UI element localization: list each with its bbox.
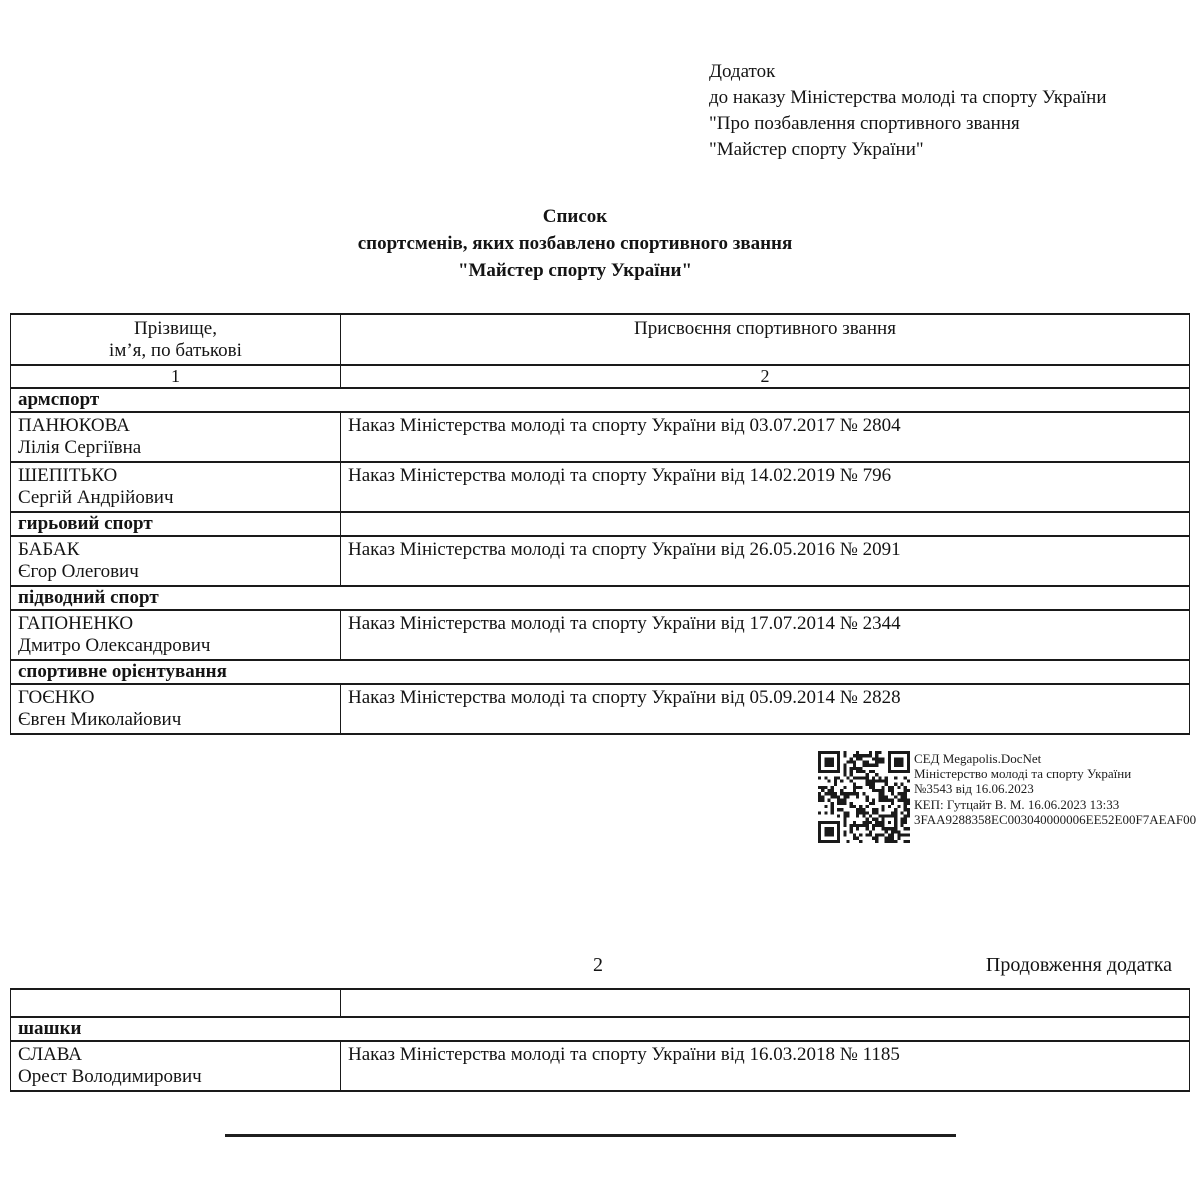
appendix-note-line: "Майстер спорту України"	[709, 139, 924, 160]
athlete-name-cell	[11, 412, 341, 462]
sport-section-label: шашки	[11, 1017, 1190, 1041]
title-line: Список	[542, 206, 608, 227]
empty-cell	[341, 989, 1190, 1017]
appendix-note-line: "Про позбавлення спортивного звання	[709, 113, 1020, 134]
sport-section-row	[11, 512, 1190, 536]
page2-header	[0, 952, 1200, 978]
sport-section-row	[11, 586, 1190, 610]
signature-line	[225, 1134, 956, 1137]
athlete-given-names: Дмитро Олександрович	[18, 635, 211, 656]
stamp-system-line: СЕД Megapolis.DocNet	[914, 751, 1042, 766]
athlete-surname: БАБАК	[18, 539, 80, 560]
stamp-number-line: №3543 від 16.06.2023	[914, 781, 1034, 797]
column-index-2: 2	[341, 365, 1190, 388]
athlete-given-names: Сергій Андрійович	[18, 487, 174, 508]
athlete-given-names: Лілія Сергіївна	[18, 437, 142, 458]
appendix-note-line: Додаток	[709, 61, 776, 82]
athlete-surname: ШЕПІТЬКО	[18, 465, 118, 486]
athlete-name-cell	[11, 684, 341, 734]
continuation-label: Продовження додатка	[985, 954, 1172, 976]
stamp-ministry-line: Міністерство молоді та спорту України	[914, 766, 1132, 782]
column-index-row	[11, 365, 1190, 388]
athlete-surname: ГАПОНЕНКО	[18, 613, 134, 634]
qr-code	[818, 751, 910, 843]
document-title	[0, 203, 1150, 284]
table-header-row	[11, 314, 1190, 365]
column-header-name-line2: ім’я, по батькові	[109, 339, 242, 361]
sport-section-row	[11, 388, 1190, 412]
athlete-given-names: Євген Миколайович	[18, 709, 182, 730]
column-header-name	[11, 314, 341, 365]
order-cell: Наказ Міністерства молоді та спорту України від 26.05.2016 № 2091	[341, 536, 1190, 586]
athlete-row	[11, 1041, 1190, 1091]
column-header-order: Присвоєння спортивного звання	[341, 314, 1190, 365]
order-cell: Наказ Міністерства молоді та спорту України від 05.09.2014 № 2828	[341, 684, 1190, 734]
athlete-name-cell	[11, 610, 341, 660]
appendix-note	[709, 59, 1107, 163]
sport-section-label: гирьовий спорт	[11, 512, 341, 536]
column-header-name-line1: Прізвище,	[134, 317, 217, 339]
empty-header-row	[11, 989, 1190, 1017]
athlete-surname: ПАНЮКОВА	[18, 415, 130, 436]
athlete-row	[11, 462, 1190, 512]
order-cell: Наказ Міністерства молоді та спорту України від 03.07.2017 № 2804	[341, 412, 1190, 462]
sport-section-empty-cell	[341, 512, 1190, 536]
title-line: спортсменів, яких позбавлено спортивного звання	[357, 233, 793, 254]
sport-section-row	[11, 660, 1190, 684]
sport-section-label: армспорт	[11, 388, 1190, 412]
athlete-row	[11, 536, 1190, 586]
order-cell: Наказ Міністерства молоді та спорту України від 17.07.2014 № 2344	[341, 610, 1190, 660]
sport-section-row	[11, 1017, 1190, 1041]
athlete-name-cell	[11, 536, 341, 586]
athletes-table	[10, 313, 1190, 735]
athlete-row	[11, 684, 1190, 734]
appendix-note-line: до наказу Міністерства молоді та спорту України	[709, 87, 1107, 108]
athlete-name-cell	[11, 462, 341, 512]
athlete-row	[11, 412, 1190, 462]
athlete-given-names: Єгор Олегович	[18, 561, 139, 582]
title-line: "Майстер спорту України"	[457, 260, 693, 281]
column-index-1: 1	[11, 365, 341, 388]
athlete-surname: ГОЄНКО	[18, 687, 95, 708]
page-number: 2	[593, 954, 603, 976]
sport-section-label: підводний спорт	[11, 586, 1190, 610]
athlete-row	[11, 610, 1190, 660]
athlete-surname: СЛАВА	[18, 1044, 83, 1065]
stamp-hash-line: 3FAA9288358EC003040000006EE52E00F7AEAF00	[914, 811, 1197, 827]
athlete-given-names: Орест Володимирович	[18, 1066, 202, 1087]
empty-cell	[11, 989, 341, 1017]
athletes-table-page2	[10, 988, 1190, 1092]
sport-section-label: спортивне орієнтування	[11, 660, 1190, 684]
stamp-text	[914, 751, 1198, 827]
athlete-name-cell	[11, 1041, 341, 1091]
stamp-signer-line: КЕП: Гутцайт В. М. 16.06.2023 13:33	[914, 796, 1120, 812]
order-cell: Наказ Міністерства молоді та спорту України від 14.02.2019 № 796	[341, 462, 1190, 512]
order-cell: Наказ Міністерства молоді та спорту України від 16.03.2018 № 1185	[341, 1041, 1190, 1091]
